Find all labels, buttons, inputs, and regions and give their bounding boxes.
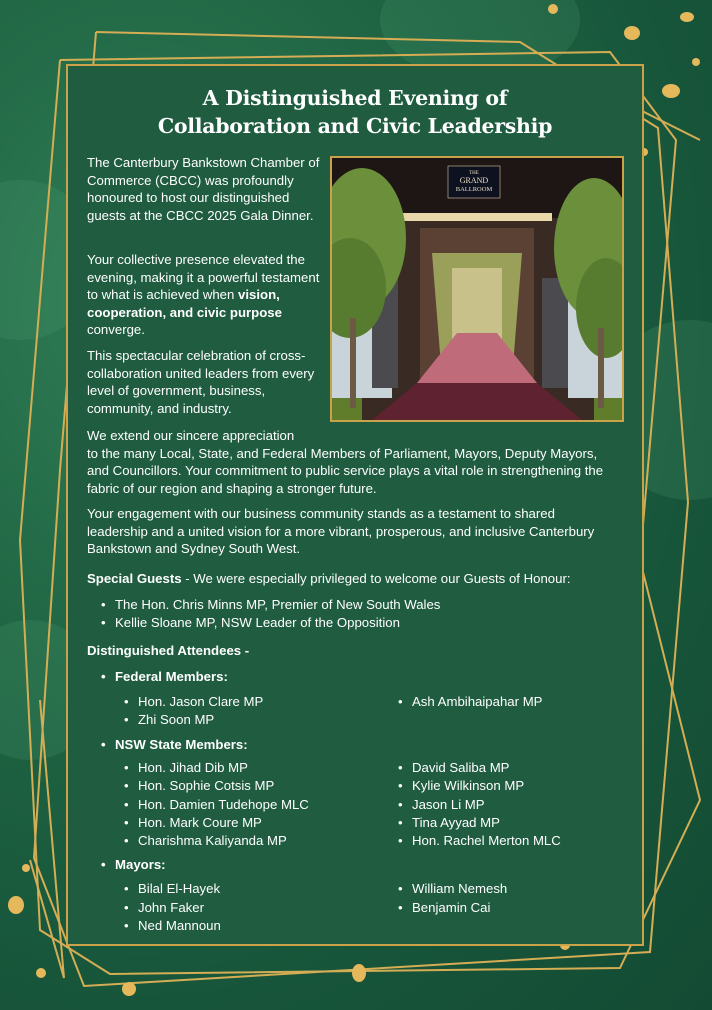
gold-splatter <box>352 964 366 982</box>
special-guests-label: Special Guests <box>87 571 182 586</box>
appreciation-rest: to the many Local, State, and Federal Members of Parliament, Mayors, Deputy Mayors, and Councillors. Your commitment to public service plays a vital role in strengthening the fabric of our region and shaping a stronger future. <box>87 445 604 496</box>
ballroom-photo-illustration <box>332 158 622 420</box>
appreciation-first-line: We extend our sincere appreciation <box>87 428 295 443</box>
list-item: • William Nemesh <box>412 880 507 898</box>
list-item: • Ash Ambihaipahar MP <box>412 693 542 711</box>
gold-splatter <box>680 12 694 22</box>
gold-splatter <box>624 26 640 40</box>
list-item: • Hon. Jihad Dib MP <box>138 759 248 777</box>
gold-splatter <box>22 864 30 872</box>
special-guests-intro <box>87 570 627 588</box>
mayors-heading: • Mayors: <box>115 856 166 874</box>
gold-splatter <box>122 982 136 996</box>
gold-splatter <box>36 968 46 978</box>
list-item: • David Saliba MP <box>412 759 509 777</box>
celebration-paragraph: This spectacular celebration of cross-collaboration united leaders from every level of government, business, community, and industry. <box>87 348 315 416</box>
list-item: • Zhi Soon MP <box>138 711 214 729</box>
list-item: • John Faker <box>138 899 204 917</box>
gold-splatter <box>662 84 680 98</box>
title-line-2: Collaboration and Civic Leadership <box>157 114 553 138</box>
attendees-heading: Distinguished Attendees - <box>87 643 250 658</box>
list-item: • Benjamin Cai <box>412 899 490 917</box>
federal-members-heading: • Federal Members: <box>115 668 228 686</box>
list-item: • Jason Li MP <box>412 796 485 814</box>
gold-splatter <box>8 896 24 914</box>
list-item: • Kylie Wilkinson MP <box>412 777 524 795</box>
ballroom-entrance-photo <box>330 156 624 422</box>
list-item: • Kellie Sloane MP, NSW Leader of the Opposition <box>115 614 400 632</box>
presence-paragraph <box>87 251 323 339</box>
appreciation-paragraph <box>87 427 617 497</box>
special-guests-text: - We were especially privileged to welcome our Guests of Honour: <box>181 571 571 586</box>
list-item: • The Hon. Chris Minns MP, Premier of New South Wales <box>115 596 440 614</box>
presence-text-end: converge. <box>87 322 145 337</box>
presence-bold-phrase: vision, cooperation, and civic purpose <box>87 287 282 320</box>
gold-splatter <box>692 58 700 66</box>
list-item: • Hon. Mark Coure MP <box>138 814 262 832</box>
list-item: • Hon. Rachel Merton MLC <box>412 832 561 850</box>
list-item: • Hon. Sophie Cotsis MP <box>138 777 274 795</box>
list-item: • Ned Mannoun <box>138 917 221 935</box>
sign-text-the: THE <box>469 171 479 176</box>
list-item: • Hon. Jason Clare MP <box>138 693 263 711</box>
presence-text-start: Your collective presence elevated the evening, making it a powerful testament to what is achieved when <box>87 252 320 302</box>
title-line-1: A Distinguished Evening of <box>202 86 508 110</box>
list-item: • Charishma Kaliyanda MP <box>138 832 287 850</box>
gold-splatter <box>548 4 558 14</box>
intro-paragraph: The Canterbury Bankstown Chamber of Commerce (CBCC) was profoundly honoured to host our distinguished guests at the CBCC 2025 Gala Dinner. <box>87 155 320 223</box>
sign-text-ballroom: BALLROOM <box>455 186 493 193</box>
state-members-heading: • NSW State Members: <box>115 736 248 754</box>
list-item: • Tina Ayyad MP <box>412 814 500 832</box>
sign-text-grand: GRAND <box>459 176 489 185</box>
engagement-paragraph: Your engagement with our business community stands as a testament to shared leadership and a united vision for a more vibrant, prosperous, and inclusive Canterbury Bankstown and Sydney South West. <box>87 506 595 556</box>
page-title <box>66 84 644 140</box>
list-item: • Bilal El-Hayek <box>138 880 220 898</box>
list-item: • Hon. Damien Tudehope MLC <box>138 796 309 814</box>
